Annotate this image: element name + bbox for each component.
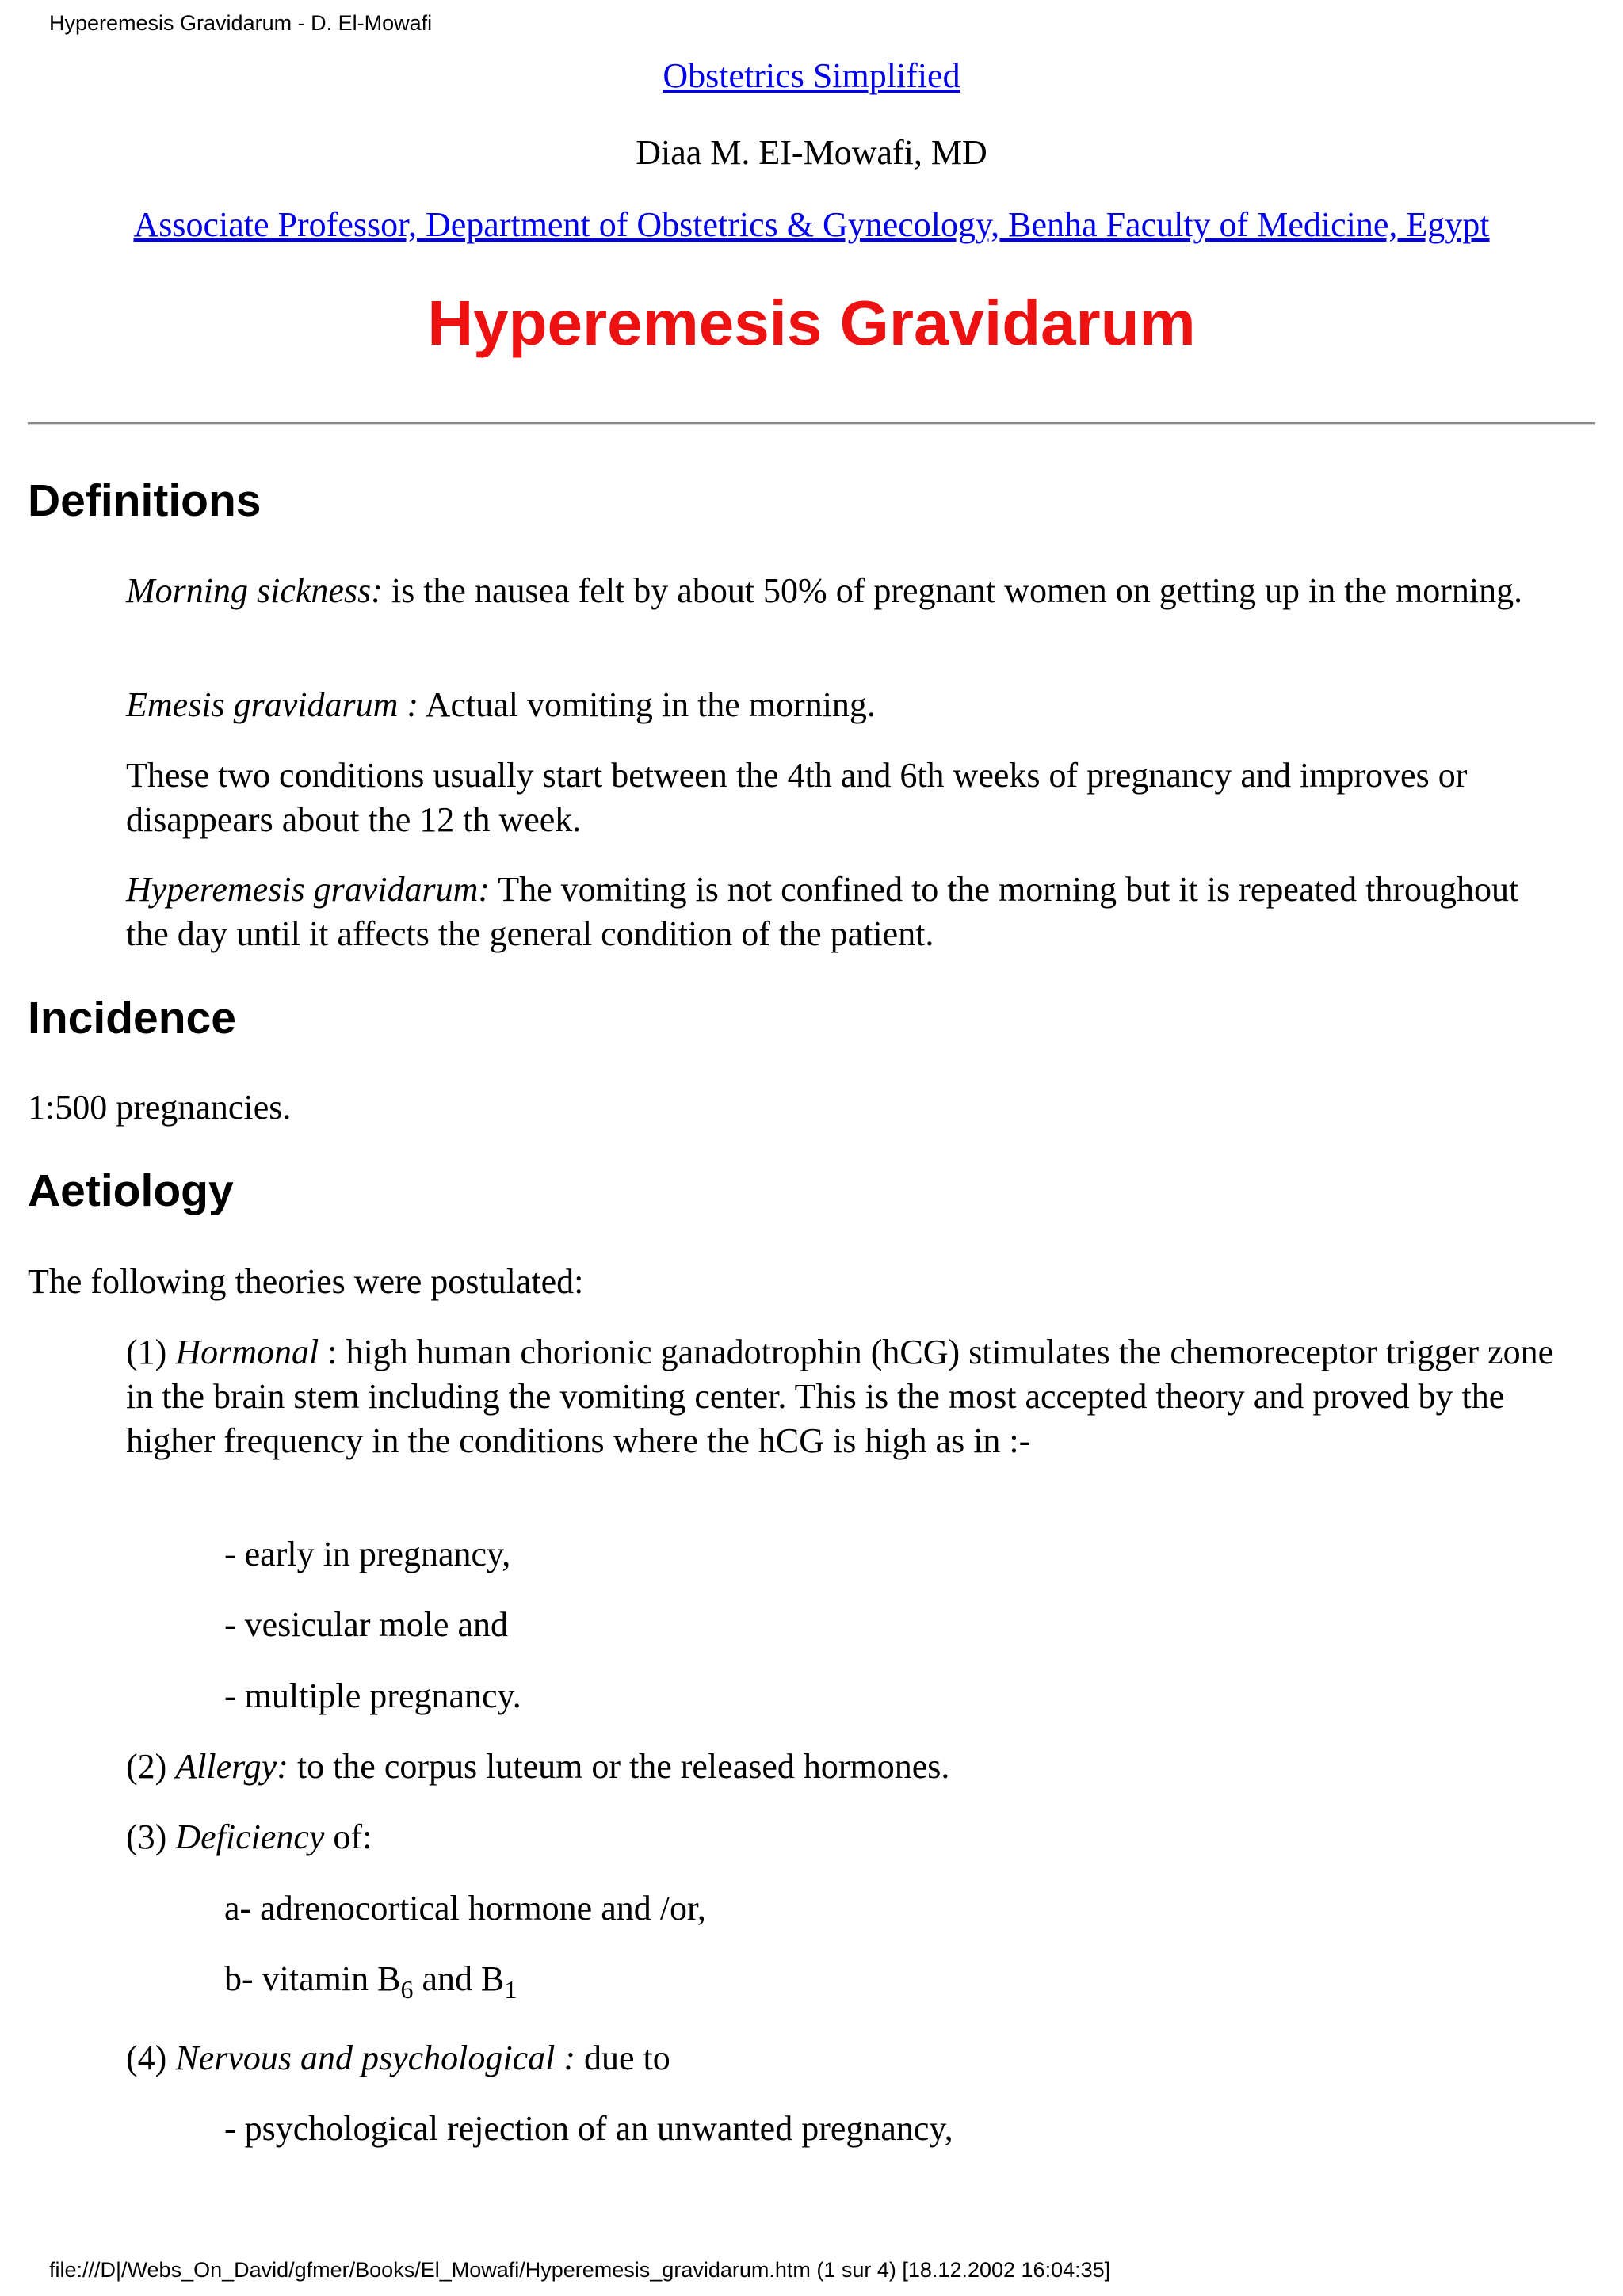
hormonal-text: : high human chorionic ganadotrophin (hCG) stimulates the chemoreceptor trigger zone in the brain stem including the vomiting center. This is the most accepted theory and proved by the higher frequency in the conditions where the hCG is high as in :- <box>126 1333 1554 1460</box>
emesis-text: Actual vomiting in the morning. <box>418 685 876 724</box>
book-link-line <box>28 54 1595 98</box>
deficiency-term: Deficiency <box>175 1817 325 1856</box>
morning-sickness-definition <box>126 569 1552 613</box>
print-footer: file:///D|/Webs_On_David/gfmer/Books/El_Mowafi/Hyperemesis_gravidarum.htm (1 sur 4) [18.12.2002 16:04:35] <box>49 2258 1111 2282</box>
vitamin-b-mid: and B <box>413 1959 505 1998</box>
deficiency-item-a: a- adrenocortical hormone and /or, <box>224 1889 706 1928</box>
allergy-text: to the corpus luteum or the released hormones. <box>288 1747 950 1786</box>
nervous-item: - psychological rejection of an unwanted pregnancy, <box>224 2109 953 2148</box>
deficiency-text: of: <box>324 1817 372 1856</box>
allergy-term: Allergy: <box>175 1747 288 1786</box>
incidence-heading: Incidence <box>28 993 236 1043</box>
author-name: Diaa M. EI-Mowafi, MD <box>636 133 987 172</box>
morning-sickness-text: is the nausea felt by about 50% of pregnant women on getting up in the morning. <box>382 571 1523 610</box>
book-link[interactable]: Obstetrics Simplified <box>663 56 960 95</box>
aetiology-intro: The following theories were postulated: <box>28 1262 584 1301</box>
emesis-term: Emesis gravidarum : <box>126 685 419 724</box>
hyperemesis-text: The vomiting is not confined to the morning but it is repeated throughout the day until it affects the general condition of the patient. <box>126 870 1519 953</box>
deficiency-number: (3) <box>126 1817 176 1856</box>
nervous-number: (4) <box>126 2039 176 2077</box>
definitions-heading: Definitions <box>28 475 262 526</box>
page-title: Hyperemesis Gravidarum <box>427 288 1196 358</box>
deficiency-theory <box>126 1815 1552 1859</box>
affiliation-line <box>28 203 1595 247</box>
emesis-definition <box>126 683 1552 727</box>
nervous-theory <box>126 2036 1552 2081</box>
hormonal-term: Hormonal <box>175 1333 328 1371</box>
vitamin-b1-subscript: 1 <box>504 1975 517 2004</box>
hyperemesis-definition <box>126 868 1552 956</box>
hormonal-number: (1) <box>126 1333 176 1371</box>
hyperemesis-term: Hyperemesis gravidarum: <box>126 870 491 909</box>
allergy-theory <box>126 1745 1552 1789</box>
print-header: Hyperemesis Gravidarum - D. El-Mowafi <box>49 11 433 35</box>
horizontal-divider <box>28 422 1595 425</box>
nervous-term: Nervous and psychological : <box>175 2039 576 2077</box>
morning-sickness-term: Morning sickness: <box>126 571 383 610</box>
nervous-text: due to <box>575 2039 670 2077</box>
hormonal-theory <box>126 1330 1576 1463</box>
aetiology-heading: Aetiology <box>28 1165 234 1216</box>
hcg-item: - multiple pregnancy. <box>224 1676 521 1715</box>
affiliation-link[interactable]: Associate Professor, Department of Obstetrics & Gynecology, Benha Faculty of Medicine, Egypt <box>133 205 1490 244</box>
hcg-item: - early in pregnancy, <box>224 1535 511 1573</box>
onset-paragraph: These two conditions usually start between the 4th and 6th weeks of pregnancy and improves or disappears about the 12 th week. <box>126 756 1468 839</box>
allergy-number: (2) <box>126 1747 176 1786</box>
vitamin-b6-subscript: 6 <box>400 1975 414 2004</box>
hcg-item: - vesicular mole and <box>224 1605 508 1644</box>
vitamin-b-prefix: b- vitamin B <box>224 1959 401 1998</box>
deficiency-item-b <box>224 1957 1571 2004</box>
incidence-text: 1:500 pregnancies. <box>28 1088 292 1127</box>
